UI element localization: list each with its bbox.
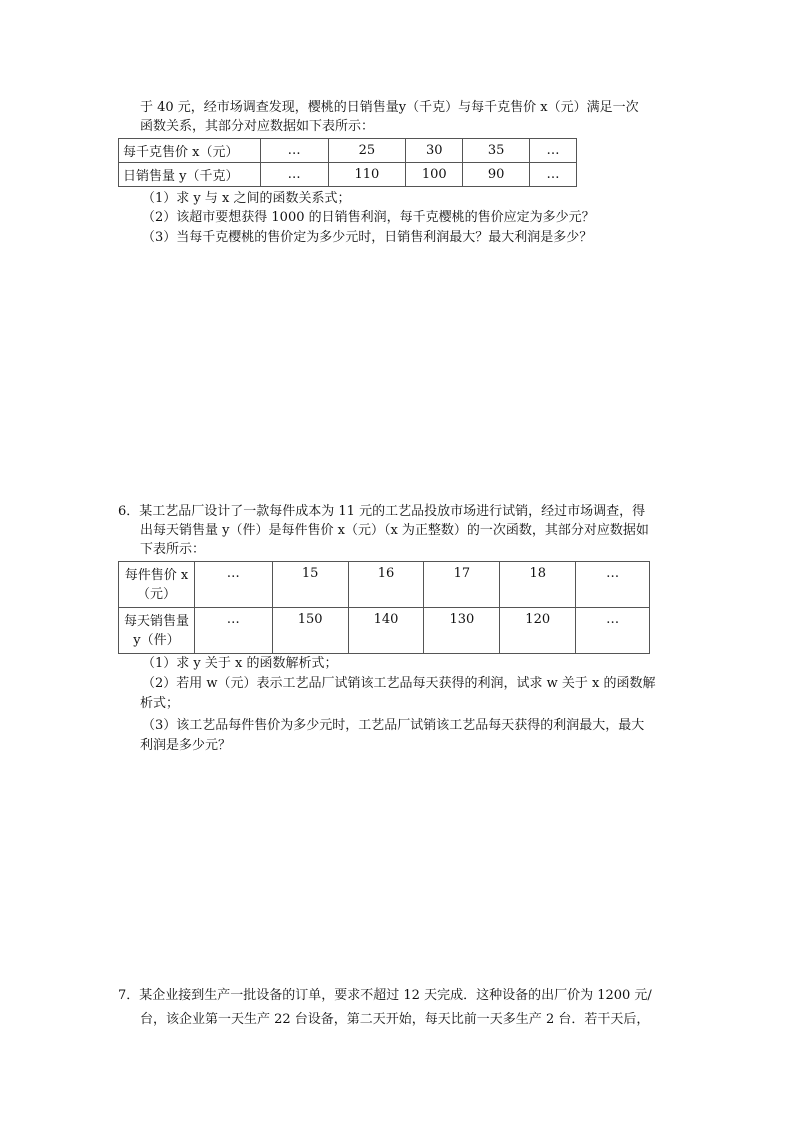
problem5-data-table [118, 138, 577, 187]
problem5-question-3: （3）当每千克樱桃的售价定为多少元时，日销售利润最大？最大利润是多少？ [142, 230, 593, 245]
table-cell: … [260, 139, 328, 163]
table-cell: … [576, 562, 650, 608]
table-cell: 90 [463, 163, 530, 187]
table-cell: … [194, 608, 272, 654]
problem6-question-3-line1: （3）该工艺品每件售价为多少元时，工艺品厂试销该工艺品每天获得的利润最大，最大 [142, 718, 645, 733]
table-cell: … [530, 163, 577, 187]
problem5-intro-line2: 函数关系，其部分对应数据如下表所示： [140, 119, 375, 134]
table-cell: … [194, 562, 272, 608]
table-cell: 30 [406, 139, 463, 163]
table-header-line: y（件） [133, 632, 180, 648]
table-header-line: 每天销售量 [123, 613, 189, 629]
table-cell: 35 [463, 139, 530, 163]
table-header-cell [119, 562, 195, 608]
table-cell: 16 [348, 562, 424, 608]
problem6-line2: 出每天销售量 y（件）是每件售价 x（元）（x 为正整数）的一次函数，其部分对应数据如 [140, 523, 649, 538]
table-header-cell: 日销售量 y（千克） [119, 163, 261, 187]
problem6-question-2-line2: 析式； [140, 696, 180, 711]
problem5-question-2: （2）该超市要想获得 1000 的日销售利润，每千克樱桃的售价应定为多少元？ [142, 210, 595, 225]
table-cell: 130 [424, 608, 500, 654]
problem6-question-1: （1）求 y 关于 x 的函数解析式； [142, 656, 338, 671]
table-cell: … [576, 608, 650, 654]
table-cell: 150 [272, 608, 348, 654]
problem7-line2: 台，该企业第一天生产 22 台设备，第二天开始，每天比前一天多生产 2 台．若干天后， [140, 1012, 650, 1027]
table-cell: 15 [272, 562, 348, 608]
problem5-intro-line1: 于 40 元，经市场调查发现，樱桃的日销售量y（千克）与每千克售价 x（元）满足一次 [140, 100, 639, 115]
table-cell: 18 [500, 562, 576, 608]
table-cell: 17 [424, 562, 500, 608]
problem6-question-2-line1: （2）若用 w（元）表示工艺品厂试销该工艺品每天获得的利润，试求 w 关于 x 的函数解 [142, 676, 656, 691]
table-cell: … [260, 163, 328, 187]
problem6-line1: 6．某工艺品厂设计了一款每件成本为 11 元的工艺品投放市场进行试销，经过市场调查，得 [118, 504, 646, 519]
problem6-question-3-line2: 利润是多少元？ [140, 738, 232, 753]
table-cell: … [530, 139, 577, 163]
table-row [119, 562, 650, 608]
table-cell: 25 [328, 139, 406, 163]
table-row [119, 608, 650, 654]
table-row [119, 163, 577, 187]
table-cell: 140 [348, 608, 424, 654]
table-cell: 100 [406, 163, 463, 187]
problem5-question-1: （1）求 y 与 x 之间的函数关系式； [142, 191, 351, 206]
table-cell: 120 [500, 608, 576, 654]
table-header-cell: 每千克售价 x（元） [119, 139, 261, 163]
table-header-line: 每件售价 x [124, 567, 189, 583]
table-header-line: （元） [136, 586, 176, 602]
table-row [119, 139, 577, 163]
problem7-line1: 7．某企业接到生产一批设备的订单，要求不超过 12 天完成．这种设备的出厂价为 1200 元/ [118, 988, 652, 1003]
problem6-data-table [118, 561, 650, 654]
problem6-line3: 下表所示： [140, 542, 206, 557]
table-cell: 110 [328, 163, 406, 187]
table-header-cell [119, 608, 195, 654]
